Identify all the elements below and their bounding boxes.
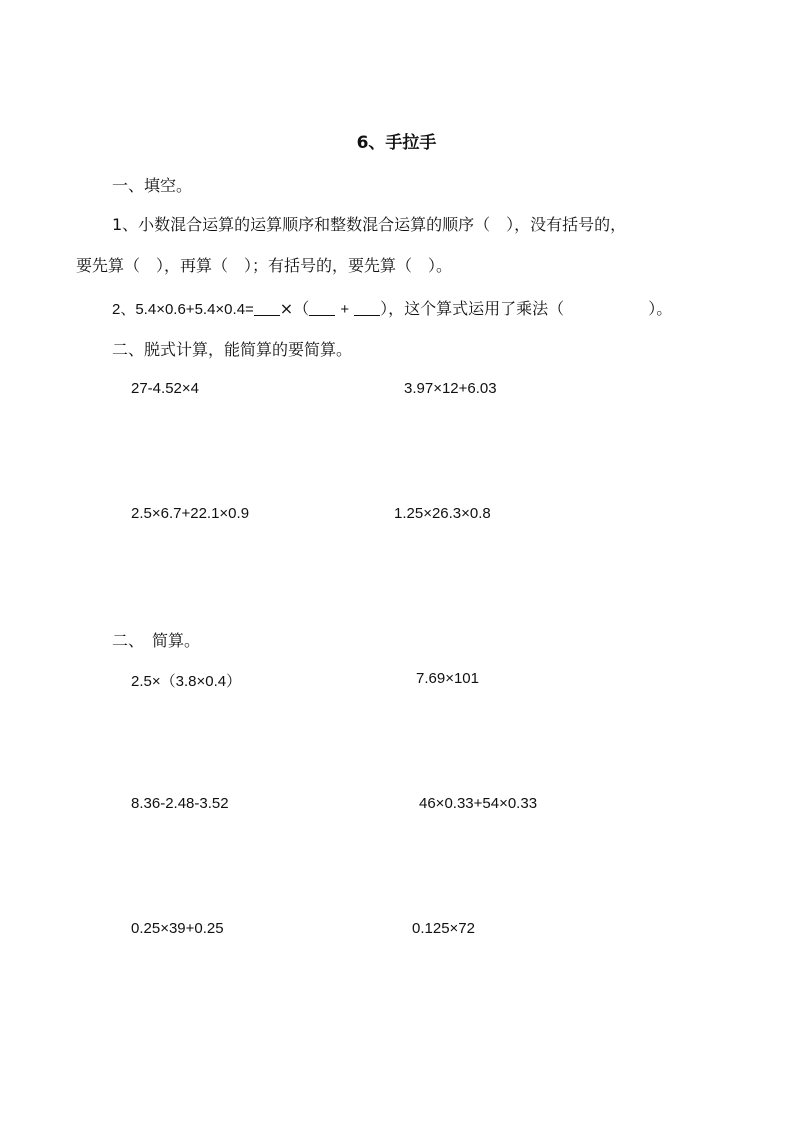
problem: 27-4.52×4 (131, 380, 199, 397)
problem: 2.5×6.7+22.1×0.9 (131, 505, 250, 522)
problem: 8.36-2.48-3.52 (131, 795, 229, 812)
question2-plus: + (340, 301, 350, 318)
problem: 7.69×101 (416, 670, 479, 687)
answer-blank[interactable] (254, 301, 280, 316)
question2-close: ）。 (648, 299, 673, 318)
section1-heading: 一、填空。 (112, 176, 193, 195)
answer-blank[interactable] (309, 301, 335, 316)
page-title: 6、手拉手 (356, 133, 437, 153)
problem: 2.5×（3.8×0.4） (131, 673, 242, 690)
problem: 1.25×26.3×0.8 (394, 505, 491, 522)
section3-heading: 二、 简算。 (112, 631, 201, 650)
question2-suffix: ），这个算式运用了乘法（ (380, 299, 565, 318)
question2 (112, 296, 672, 319)
answer-blank[interactable] (354, 301, 380, 316)
question1-line2: 要先算（ ），再算（ ）；有括号的，要先算（ ）。 (76, 256, 453, 275)
section2-heading: 二、脱式计算，能简算的要简算。 (112, 340, 353, 359)
problem: 0.125×72 (412, 920, 475, 937)
problem: 0.25×39+0.25 (131, 920, 224, 937)
question2-times-paren: ×（ (279, 299, 310, 318)
question1-line1: 1、小数混合运算的运算顺序和整数混合运算的顺序（ ），没有括号的， (112, 215, 627, 234)
problem: 46×0.33+54×0.33 (419, 795, 538, 812)
question2-prefix: 2、5.4×0.6+5.4×0.4= (112, 301, 254, 318)
problem: 3.97×12+6.03 (404, 380, 497, 397)
